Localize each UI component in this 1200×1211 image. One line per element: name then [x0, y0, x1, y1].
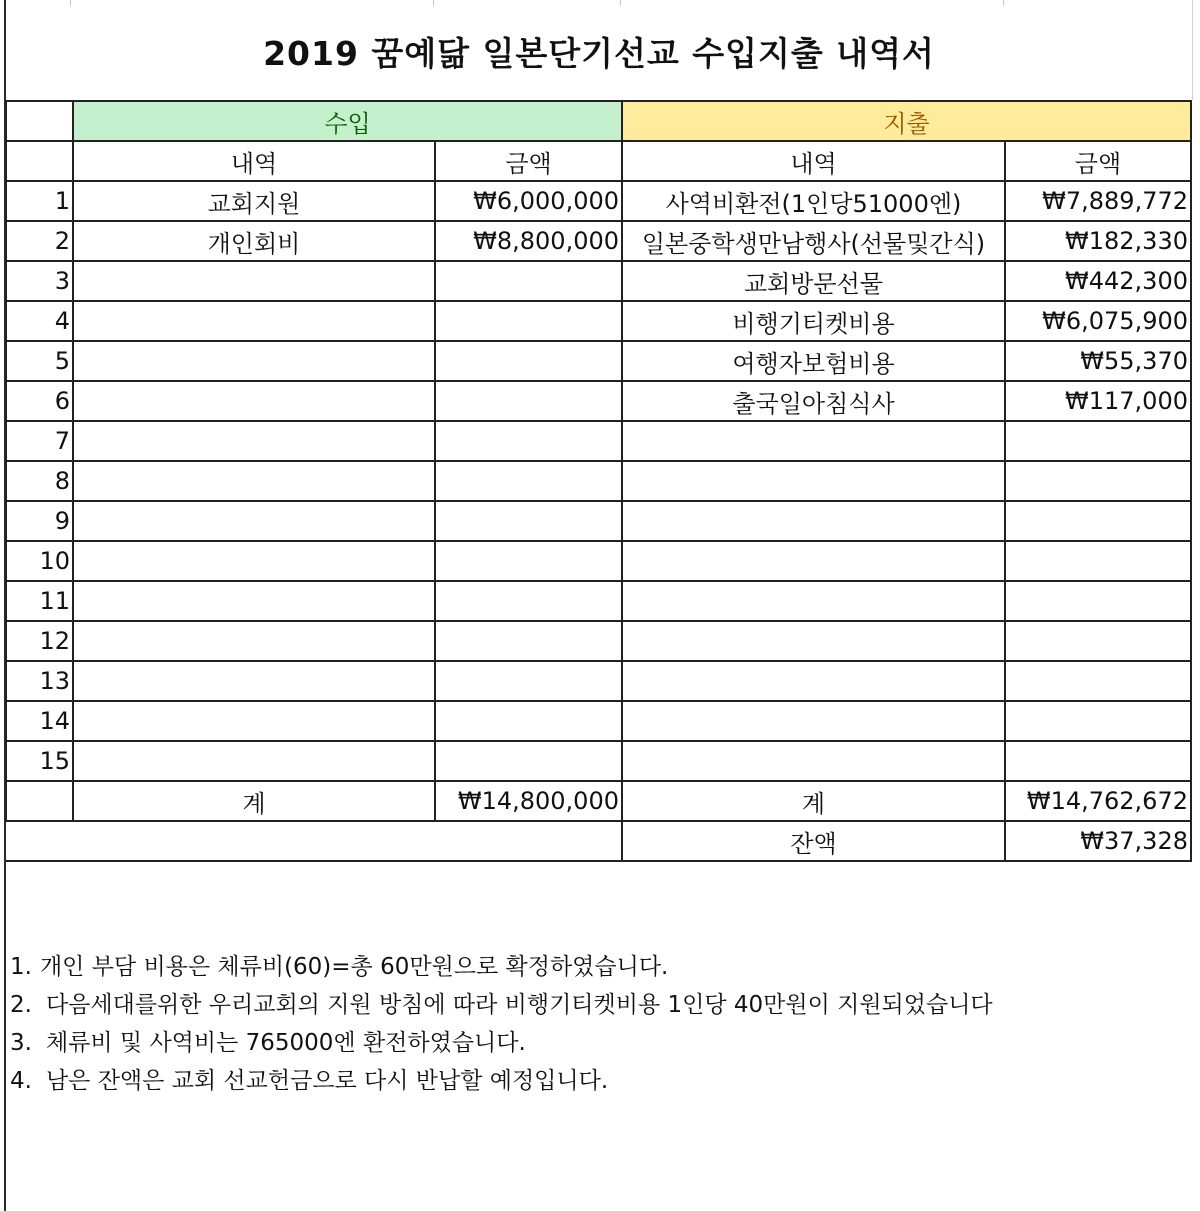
table-row	[6, 661, 1191, 701]
table-row	[6, 221, 1191, 261]
table-row	[6, 581, 1191, 621]
expense-item-cell[interactable]: 비행기티켓비용	[622, 301, 1005, 341]
totals-row	[6, 781, 1191, 821]
note-text: 다음세대를위한 우리교회의 지원 방침에 따라 비행기티켓비용 1인당 40만원이 지원되었습니다	[45, 992, 993, 1018]
expense-amount-cell[interactable]: ₩7,889,772	[1005, 181, 1191, 221]
note-text: 개인 부담 비용은 체류비(60)=총 60만원으로 확정하였습니다.	[39, 954, 669, 980]
income-item-header[interactable]: 내역	[73, 141, 435, 181]
income-amount-cell[interactable]	[435, 341, 622, 381]
income-amount-cell[interactable]	[435, 421, 622, 461]
section-header-row	[6, 101, 1191, 141]
row-number-cell[interactable]: 4	[6, 301, 73, 341]
expense-amount-cell[interactable]: ₩182,330	[1005, 221, 1191, 261]
expense-amount-cell[interactable]: ₩6,075,900	[1005, 301, 1191, 341]
table-row	[6, 381, 1191, 421]
note-line[interactable]	[10, 986, 993, 1024]
row-number-cell[interactable]: 10	[6, 541, 73, 581]
note-text: 남은 잔액은 교회 선교헌금으로 다시 반납할 예정입니다.	[45, 1068, 609, 1094]
column-header-row	[6, 141, 1191, 181]
income-amount-cell[interactable]: ₩8,800,000	[435, 221, 622, 261]
expense-amount-cell[interactable]	[1005, 621, 1191, 661]
expense-item-cell[interactable]	[622, 461, 1005, 501]
table-row	[6, 701, 1191, 741]
income-amount-cell[interactable]	[435, 301, 622, 341]
income-amount-header[interactable]: 금액	[435, 141, 622, 181]
income-item-cell[interactable]	[73, 741, 435, 781]
income-item-cell[interactable]	[73, 461, 435, 501]
table-row	[6, 301, 1191, 341]
ledger-table	[5, 100, 1192, 862]
expense-amount-cell[interactable]	[1005, 421, 1191, 461]
income-amount-cell[interactable]	[435, 541, 622, 581]
expense-item-cell[interactable]	[622, 621, 1005, 661]
note-number: 1.	[10, 954, 32, 980]
income-amount-cell[interactable]	[435, 661, 622, 701]
row-number-cell[interactable]: 7	[6, 421, 73, 461]
table-row	[6, 741, 1191, 781]
row-number-cell[interactable]: 8	[6, 461, 73, 501]
totals-row-number-cell[interactable]	[6, 781, 73, 821]
expense-amount-cell[interactable]	[1005, 541, 1191, 581]
note-line[interactable]	[10, 948, 993, 986]
income-item-cell[interactable]	[73, 381, 435, 421]
note-number: 2.	[10, 992, 32, 1018]
table-row	[6, 261, 1191, 301]
income-item-cell[interactable]	[73, 661, 435, 701]
expense-item-cell[interactable]	[622, 701, 1005, 741]
row-number-cell[interactable]: 14	[6, 701, 73, 741]
row-number-cell[interactable]: 15	[6, 741, 73, 781]
income-item-cell[interactable]	[73, 421, 435, 461]
expense-amount-cell[interactable]	[1005, 701, 1191, 741]
note-number: 3.	[10, 1030, 32, 1056]
row-number-cell[interactable]: 11	[6, 581, 73, 621]
table-row	[6, 341, 1191, 381]
corner-cell[interactable]	[6, 101, 73, 141]
row-number-cell[interactable]: 6	[6, 381, 73, 421]
page-title: 2019 꿈예닮 일본단기선교 수입지출 내역서	[263, 34, 935, 73]
expense-amount-cell[interactable]: ₩117,000	[1005, 381, 1191, 421]
income-item-cell[interactable]: 개인회비	[73, 221, 435, 261]
income-amount-cell[interactable]	[435, 701, 622, 741]
income-item-cell[interactable]	[73, 621, 435, 661]
expense-total-label[interactable]: 계	[622, 781, 1005, 821]
income-section-header[interactable]: 수입	[73, 101, 622, 141]
income-item-cell[interactable]	[73, 541, 435, 581]
balance-value[interactable]: ₩37,328	[1005, 821, 1191, 861]
income-total-label[interactable]: 계	[73, 781, 435, 821]
expense-section-header[interactable]: 지출	[622, 101, 1191, 141]
income-amount-cell[interactable]	[435, 581, 622, 621]
expense-total-value[interactable]: ₩14,762,672	[1005, 781, 1191, 821]
expense-item-cell[interactable]: 사역비환전(1인당51000엔)	[622, 181, 1005, 221]
balance-label[interactable]: 잔액	[622, 821, 1005, 861]
expense-item-cell[interactable]	[622, 501, 1005, 541]
row-number-cell[interactable]: 2	[6, 221, 73, 261]
row-number-cell[interactable]: 9	[6, 501, 73, 541]
income-amount-cell[interactable]	[435, 501, 622, 541]
income-item-cell[interactable]	[73, 301, 435, 341]
table-row	[6, 501, 1191, 541]
balance-row	[6, 821, 1191, 861]
income-item-cell[interactable]: 교회지원	[73, 181, 435, 221]
income-amount-cell[interactable]	[435, 741, 622, 781]
expense-item-cell[interactable]: 출국일아침식사	[622, 381, 1005, 421]
row-number-cell[interactable]: 13	[6, 661, 73, 701]
expense-amount-cell[interactable]	[1005, 501, 1191, 541]
table-row	[6, 461, 1191, 501]
table-row	[6, 541, 1191, 581]
expense-amount-cell[interactable]	[1005, 581, 1191, 621]
expense-item-cell[interactable]	[622, 741, 1005, 781]
expense-amount-cell[interactable]: ₩55,370	[1005, 341, 1191, 381]
expense-item-cell[interactable]	[622, 421, 1005, 461]
income-amount-cell[interactable]	[435, 381, 622, 421]
table-row	[6, 621, 1191, 661]
note-number: 4.	[10, 1068, 32, 1094]
row-number-cell[interactable]: 12	[6, 621, 73, 661]
row-number-header-cell[interactable]	[6, 141, 73, 181]
table-row	[6, 181, 1191, 221]
income-item-cell[interactable]	[73, 501, 435, 541]
income-item-cell[interactable]	[73, 341, 435, 381]
expense-item-cell[interactable]: 교회방문선물	[622, 261, 1005, 301]
table-row	[6, 421, 1191, 461]
expense-amount-cell[interactable]	[1005, 461, 1191, 501]
note-line[interactable]	[10, 1062, 993, 1100]
expense-item-cell[interactable]: 여행자보험비용	[622, 341, 1005, 381]
income-amount-cell[interactable]	[435, 621, 622, 661]
expense-item-cell[interactable]	[622, 661, 1005, 701]
expense-amount-cell[interactable]: ₩442,300	[1005, 261, 1191, 301]
income-item-cell[interactable]	[73, 261, 435, 301]
expense-item-cell[interactable]	[622, 541, 1005, 581]
income-item-cell[interactable]	[73, 581, 435, 621]
balance-empty-cell[interactable]	[6, 821, 622, 861]
note-text: 체류비 및 사역비는 765000엔 환전하였습니다.	[45, 1030, 526, 1056]
row-number-cell[interactable]: 5	[6, 341, 73, 381]
row-number-cell[interactable]: 1	[6, 181, 73, 221]
expense-amount-cell[interactable]	[1005, 741, 1191, 781]
notes-section	[10, 948, 993, 1100]
income-amount-cell[interactable]	[435, 261, 622, 301]
expense-item-cell[interactable]: 일본중학생만남행사(선물및간식)	[622, 221, 1005, 261]
expense-amount-cell[interactable]	[1005, 661, 1191, 701]
income-item-cell[interactable]	[73, 701, 435, 741]
sheet-right-edge	[1192, 0, 1200, 100]
note-line[interactable]	[10, 1024, 993, 1062]
expense-item-cell[interactable]	[622, 581, 1005, 621]
income-total-value[interactable]: ₩14,800,000	[435, 781, 622, 821]
income-amount-cell[interactable]: ₩6,000,000	[435, 181, 622, 221]
row-number-cell[interactable]: 3	[6, 261, 73, 301]
expense-amount-header[interactable]: 금액	[1005, 141, 1191, 181]
expense-item-header[interactable]: 내역	[622, 141, 1005, 181]
sheet-top-edge	[0, 0, 1200, 6]
income-amount-cell[interactable]	[435, 461, 622, 501]
